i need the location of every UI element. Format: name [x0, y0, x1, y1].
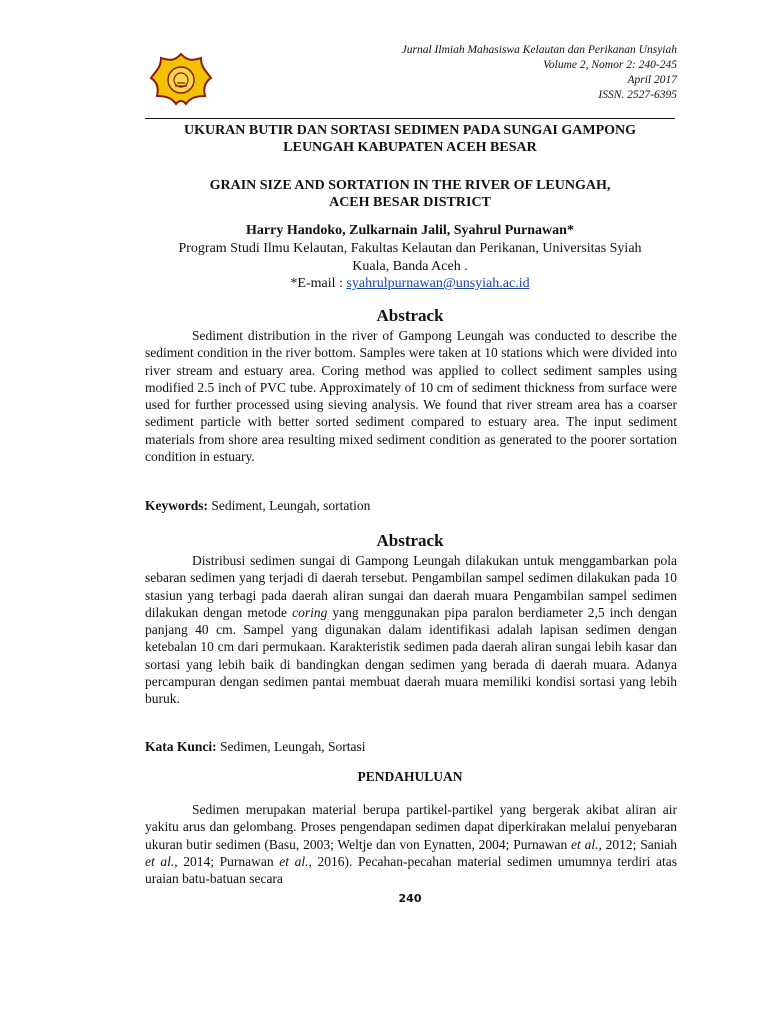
keywords-en: [145, 497, 370, 514]
title-en-line-2: ACEH BESAR DISTRICT: [329, 195, 491, 210]
abstract-heading-en: Abstrack: [376, 306, 444, 325]
university-seal-icon: [149, 52, 213, 106]
intro-etal-2: et al.: [145, 853, 175, 869]
journal-volume: Volume 2, Nomor 2: 240-245: [543, 59, 677, 71]
keywords-id: [145, 738, 366, 755]
intro-text-4: , 2016). Pecahan-pecahan material sedimen umumnya terdiri atas uraian batu-batuan secara: [145, 853, 677, 887]
abstract-id-italic: coring: [292, 604, 328, 620]
section-heading: PENDAHULUAN: [357, 769, 463, 784]
keywords-label-id: Kata Kunci:: [145, 739, 217, 754]
intro-paragraph: [145, 801, 677, 887]
author-list: Harry Handoko, Zulkarnain Jalil, Syahrul Purnawan*: [246, 223, 574, 238]
journal-date: April 2017: [627, 74, 677, 86]
intro-etal-3: et al.: [279, 853, 309, 869]
title-english: [145, 177, 675, 211]
journal-header: [402, 43, 677, 103]
intro-text-2: , 2012; Saniah: [598, 836, 677, 852]
abstract-id-text-b: yang menggunakan pipa paralon berdiameter 2,5 inch dengan panjang 40 cm. Sampel yang digunakan dalam identifikasi adalah lapisan sedimen dengan ketebalan 10 cm dari permukaan. Karakteristik sedimen pada daerah aliran sungai lebih kasar dan sortasi yang lebih baik di bandingkan dengan sedimen yang berada di daerah muara. Adanya percampuran dengan sedimen pantai membuat daerah muara memiliki kondisi sortasi yang lebih buruk.: [145, 604, 677, 707]
journal-name: Jurnal Ilmiah Mahasiswa Kelautan dan Perikanan Unsyiah: [401, 44, 677, 56]
keywords-value-id: Sedimen, Leungah, Sortasi: [216, 739, 366, 754]
intro-text-3: , 2014; Purnawan: [174, 853, 280, 869]
intro-etal-1: et al.: [571, 836, 599, 852]
abstract-body-en: Sediment distribution in the river of Gampong Leungah was conducted to describe the sediment condition in the river bottom. Samples were taken at 10 stations which were divided into river stream and estuary area. Coring method was applied to collect sediment samples using modified 2.5 inch of PVC tube. Approximately of 10 cm of sediment thickness from surface were used for further processed using sieving analysis. We found that river stream area has a coarser sediment particle with better sorted sediment compared to estuary area. The input sediment materials from shore area resulting mixed sediment condition as generated to the poorer sortation condition in estuary.: [145, 328, 677, 465]
abstract-body-id: [145, 552, 677, 708]
email-link[interactable]: syahrulpurnawan@unsyiah.ac.id: [346, 276, 530, 291]
journal-issn: ISSN. 2527-6395: [598, 89, 677, 101]
page-number: 240: [398, 892, 422, 905]
abstract-heading-id: Abstrack: [376, 531, 444, 550]
email-label: *E-mail :: [290, 276, 347, 291]
header-divider: [145, 118, 675, 119]
keywords-label-en: Keywords:: [145, 498, 208, 513]
title-indonesian: [145, 122, 675, 156]
title-id-line-1: UKURAN BUTIR DAN SORTASI SEDIMEN PADA SUNGAI GAMPONG: [183, 123, 637, 138]
title-en-line-1: GRAIN SIZE AND SORTATION IN THE RIVER OF LEUNGAH,: [209, 178, 611, 193]
affiliation: Program Studi Ilmu Kelautan, Fakultas Kelautan dan Perikanan, Universitas Syiah Kuala, Banda Aceh .: [178, 241, 642, 274]
title-id-line-2: LEUNGAH KABUPATEN ACEH BESAR: [283, 140, 537, 155]
email-line: [145, 275, 675, 292]
abstract-id-text-a: Distribusi sedimen sungai di Gampong Leungah dilakukan untuk menggambarkan pola sebaran sedimen yang terjadi di daerah tersebut. Pengambilan sampel sedimen dilakukan pada 10 stasiun yang terbagi pada daerah aliran sungai dan daerah muara Pengambilan sampel sedimen dilakukan dengan metode: [145, 553, 677, 620]
intro-text-1: Sedimen merupakan material berupa partikel-partikel yang bergerak akibat aliran air yakitu arus dan gelombang. Proses pengendapan sedimen dapat diperkirakan melalui penyebaran ukuran butir sedimen (Basu, 2003; Weltje dan von Eynatten, 2004; Purnawan: [145, 802, 677, 852]
keywords-value-en: Sediment, Leungah, sortation: [208, 498, 371, 513]
